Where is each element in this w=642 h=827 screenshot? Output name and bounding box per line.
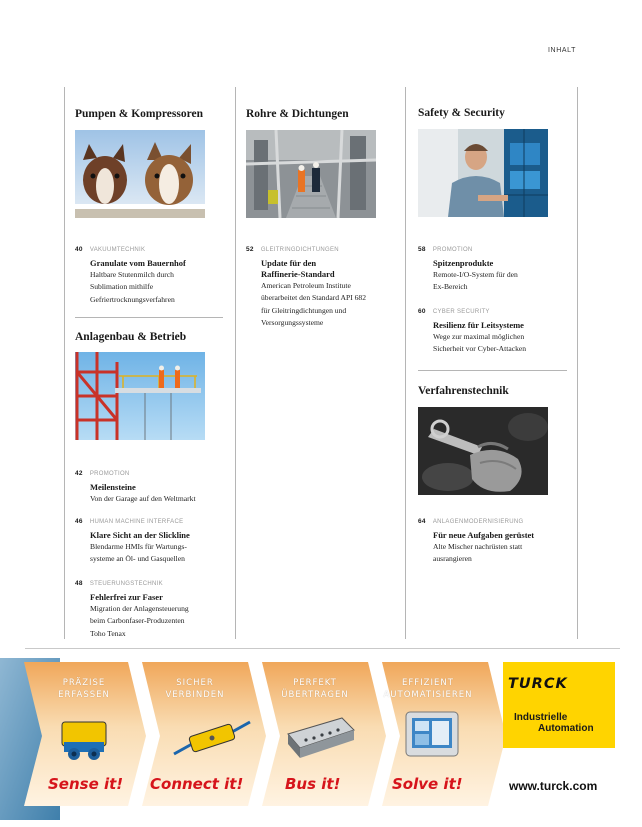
column-divider-2	[405, 87, 406, 639]
slogan-connect: Connect it!	[150, 775, 244, 793]
article-category: HUMAN MACHINE INTERFACE	[89, 519, 184, 525]
tagline-line: Automation	[538, 723, 594, 734]
article-desc-line: Blendarme HMIs für Wartungs-	[90, 542, 187, 551]
article-desc-line: Wege zur maximal möglichen	[433, 332, 525, 341]
article-desc-line: systeme an Öl- und Gasquellen	[90, 554, 185, 564]
connector-product-icon	[172, 718, 252, 758]
page-number: 48	[75, 580, 83, 587]
article-title: Spitzenprodukte	[433, 258, 494, 268]
article-desc-line: für Gleitringdichtungen und	[261, 305, 347, 315]
toc-entry[interactable]	[75, 518, 235, 566]
section-rule	[75, 317, 223, 318]
article-category: STEUERUNGSTECHNIK	[89, 581, 163, 587]
article-desc-line: überarbeitet den Standard API 682	[261, 293, 367, 303]
turck-url-link[interactable]: www.turck.com	[509, 779, 598, 793]
article-title: Fehlerfrei zur Faser	[90, 592, 163, 602]
section-title-safety: Safety & Security	[418, 107, 505, 119]
article-title-line: Raffinerie-Standard	[261, 269, 335, 279]
control-room-photo	[418, 129, 548, 217]
horses-photo	[75, 130, 205, 218]
section-header-label: INHALT	[548, 47, 576, 54]
offshore-platform-photo	[75, 352, 205, 440]
panel-label-line: PERFEKT	[293, 678, 337, 688]
article-category: CYBER SECURITY	[432, 309, 490, 315]
article-title: Klare Sicht an der Slickline	[90, 530, 190, 540]
toc-entry[interactable]	[418, 246, 578, 294]
panel-label-line: AUTOMATISIEREN	[383, 690, 473, 700]
panel-label-line: EFFIZIENT	[402, 678, 454, 688]
panel-label-sense	[44, 677, 124, 701]
toc-entry[interactable]	[75, 580, 235, 640]
toc-entry[interactable]	[418, 308, 578, 356]
article-desc-line: Versorgungssysteme	[261, 317, 324, 327]
section-title-rohre: Rohre & Dichtungen	[246, 108, 349, 120]
toc-entry[interactable]	[418, 518, 578, 566]
article-category: PROMOTION	[89, 471, 130, 477]
toc-entry[interactable]	[75, 246, 235, 306]
page-number: 60	[418, 308, 426, 315]
tagline-line: Industrielle	[514, 712, 568, 723]
panel-label-connect	[155, 677, 235, 701]
page-number: 52	[246, 246, 254, 253]
article-category: VAKUUMTECHNIK	[89, 247, 146, 253]
panel-label-solve	[380, 677, 476, 701]
article-desc-line: ausrangieren	[433, 554, 472, 564]
article-title	[246, 258, 406, 280]
turck-brand-box	[503, 662, 615, 748]
article-desc-line: beim Carbonfaser-Produzenten	[90, 616, 185, 626]
page-number: 46	[75, 518, 83, 525]
slogan-bus: Bus it!	[285, 775, 341, 793]
panel-label-line: ERFASSEN	[58, 690, 110, 700]
panel-label-line: PRÄZISE	[62, 678, 106, 688]
panel-label-line: SICHER	[176, 678, 214, 688]
article-category: PROMOTION	[432, 247, 473, 253]
panel-label-line: VERBINDEN	[165, 690, 225, 700]
column-divider-left	[64, 87, 65, 639]
section-title-pumpen: Pumpen & Kompressoren	[75, 108, 203, 120]
article-desc-line: Ex-Bereich	[433, 282, 468, 292]
article-desc-line: Remote-I/O-System für den	[433, 270, 518, 279]
article-desc-line: Von der Garage auf den Weltmarkt	[90, 494, 196, 503]
page-number: 58	[418, 246, 426, 253]
column-divider-1	[235, 87, 236, 639]
article-category: ANLAGENMODERNISIERUNG	[432, 519, 524, 525]
article-title: Meilensteine	[90, 482, 136, 492]
article-title: Granulate vom Bauernhof	[90, 258, 186, 268]
panel-label-line: ÜBERTRAGEN	[281, 690, 349, 700]
page-number: 64	[418, 518, 426, 525]
article-desc-line: Sicherheit vor Cyber-Attacken	[433, 344, 527, 354]
article-title: Für neue Aufgaben gerüstet	[433, 530, 535, 540]
article-desc-line: Alte Mischer nachrüsten statt	[433, 542, 523, 551]
article-desc-line: Toho Tenax	[90, 628, 126, 638]
page-number: 40	[75, 246, 83, 253]
article-title: Resilienz für Leitsysteme	[433, 320, 524, 330]
article-desc-line: American Petroleum Institute	[261, 281, 351, 290]
article-title-line: Update für den	[261, 258, 317, 268]
sensor-product-icon	[58, 714, 114, 762]
article-desc-line: Haltbare Stutenmilch durch	[90, 270, 174, 279]
toc-entry[interactable]	[75, 470, 235, 505]
panel-label-bus	[275, 677, 355, 701]
bus-module-product-icon	[284, 712, 356, 762]
refinery-photo	[246, 130, 376, 218]
section-title-anlagenbau: Anlagenbau & Betrieb	[75, 331, 187, 343]
article-desc-line: Migration der Anlagensteuerung	[90, 604, 189, 613]
article-desc-line: Gefriertrocknungsverfahren	[90, 294, 175, 304]
article-desc-line: Sublimation mithilfe	[90, 282, 154, 292]
slogan-sense: Sense it!	[48, 775, 124, 793]
hmi-panel-product-icon	[402, 708, 462, 764]
page-number: 42	[75, 470, 83, 477]
slogan-solve: Solve it!	[392, 775, 463, 793]
turck-logo: TURCK	[508, 676, 568, 692]
article-category: GLEITRINGDICHTUNGEN	[260, 247, 339, 253]
section-title-verfahren: Verfahrenstechnik	[418, 385, 509, 397]
toc-entry[interactable]	[246, 246, 406, 329]
section-rule	[418, 370, 567, 371]
mechanic-hands-photo	[418, 407, 548, 495]
